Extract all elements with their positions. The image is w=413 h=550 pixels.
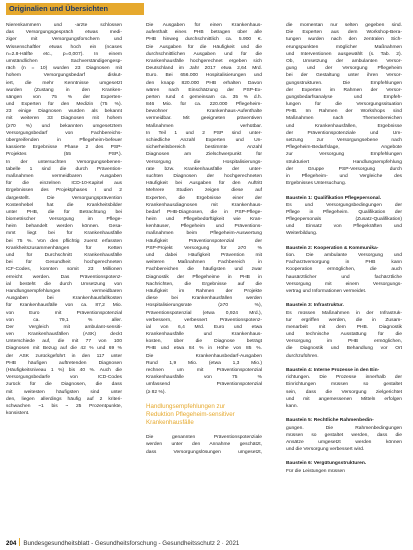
text-line: bei der Gestaltung unter ihren Versor- [286,73,402,79]
text-line: Maßnahmen verhütbar. [146,123,262,129]
text-line: der Gruppe PSP-Versorgung durch [286,166,402,172]
text-line: Projektes (55 PSP.). [6,152,122,158]
text-line: und Experten für den Medizin (75 %). [6,102,122,108]
text-line: maßnahmen vermeidbaren Ausgaben [6,173,122,179]
text-line: sicherheitsbereich bestimmte Anzahl [146,145,262,151]
text-line: rate bzw. Krankenhausfälle der unter- [146,166,262,172]
text-line: Es müssen Maßnahmen in der Infrastruk- [286,310,402,316]
text-line: lungen für die Versorgungssituation [286,102,402,108]
text-line: Fachbereichen die häufigsten und zwar [146,267,262,273]
text-line: die Diagnostik und Behandlung vor Ort [286,346,402,352]
text-line: Krankenhausfälle und Krankenhaus- [146,332,262,338]
text-line: übergreifenden in Pflegeheim-befeuer [6,138,122,143]
text-line: erungspunkten möglicher Maßnahmen [286,44,402,50]
block-heading: Baustein 1: Qualifikation Pflegepersonal. [286,195,382,201]
text-line: Ausgaben bei Krankenhausfallkosten [6,296,122,302]
text-line: (Häufigkeitsniveau 1 %) bis 40 %. Auch die [6,368,122,373]
text-line: ziger mit Versorgungsforschern und [6,37,122,43]
text-line: Präventionspotenzial (etwa 0,924 Mrd.), [146,310,262,316]
text-line: Versorgung mit einem Versorgungs- [286,281,402,287]
text-line: heim behandelt werden können. Gesa- [6,224,122,230]
text-line: PHB hinweg durchschnittlich ca. 5.900 €. [146,37,262,43]
text-line: mit weitesten häufigsten sind unter [6,389,122,395]
text-line: sein, dass die Versorgung zielgerichtet [286,389,402,395]
text-line: den knapp 820.000 PHB erhalten Davon [146,80,262,86]
text-line: Handlungsempfehlungen zur [146,402,226,410]
text-line: Krankenhausdiagnosen mit Krankenhaus- [146,202,262,208]
text-line: und dabei Häufigkeit Prävention mit [146,253,262,258]
text-line: tur ergriffen werden, die in Zusam- [286,317,402,323]
block-heading: Baustein 3: Infrastruktur. [286,303,344,309]
text-line: Wissenschaftler etwas hoch ein (ncases [6,44,122,50]
text-line: Die Experten aus dem Workshop-Bera- [286,30,402,36]
text-line: und Einsatz von Pflegekräften und [286,224,402,230]
text-line: heim und Pflegebedürftigkeit wie Kran- [146,217,262,223]
text-line: das Versorgungsgespräch etwas medi- [6,30,122,36]
text-line: Die genannten Präventionspotenziale [146,435,262,441]
text-line: räch (n = 10) wurden 23 Diagnosen mit [6,66,122,72]
text-line: Maßnahmen nach Themenbereichen [286,116,402,122]
text-line: Die Ausgaben für einen Krankenhaus- [146,23,262,28]
text-line: Kooperation ermöglichen, die auch [286,267,402,273]
block-heading: Baustein 5: Rechtliche Rahmenbedin- [286,418,374,424]
text-line: Experten, die Ergebnisse einer der [146,195,262,201]
text-line: dargestellt. Die Versorgungsprävention [6,195,122,201]
text-line: und die Versorgung verbessert wird. [286,447,365,453]
text-line: ICF-Codes, konnten somit 23 Millionen [6,267,122,273]
text-line: Pflegepersonals (Zusatz-Qualifikation) [286,217,402,223]
block-heading: Baustein 4: Interne Prozesse in den Ein- [286,368,380,373]
text-line: Facharztversorgung in PHB kann [286,260,402,266]
text-line: von Euro mit Präventionspotenzial [6,310,122,316]
text-line: Krankenhausfälle hochgerechnet ergeben sich [146,58,262,64]
text-line: Einrichtungen müssen so gestaltet [286,382,402,388]
text-line: Für die Leistungen müssen [286,468,345,474]
text-line: Nierenkammern und -arzte schlossen [6,23,122,28]
text-line: 23 einige Diagnosen wurden als bekannt [6,109,122,115]
text-line: menarbeit mit dem PHB. Diagnostik [286,324,402,330]
text-line: Der Vergleich mit ambulant-sensiti- [6,324,122,330]
section-title: Originalien und Übersichten [9,4,108,13]
text-line: und Krankenhausfällen, Ergebnisse [286,123,402,129]
text-line: Reduktion Pflegeheim-sensitiver [146,410,235,418]
text-line: werden unter den Annahme geschätzt, [146,442,262,448]
text-line: kenhäuser, Pflegeheim und Präventions- [146,224,262,230]
text-line: unter PHB, die für Betrachtung bei [6,209,122,215]
text-line: Unterschiede auf, die mit 77 von 100 [6,339,122,345]
text-line: vertrag und Informationen vermeidet. [286,288,367,294]
text-line: diese bei Krankenhausfällen werden [146,296,262,302]
column-left [6,22,122,417]
text-line: ial besteht die durch Umsetzung von [6,281,122,287]
text-line: setzung zur Versorgungsebene nach [286,138,402,143]
page-number: 204 [6,540,17,547]
text-line: wurden (Zustang in den Kranken- [6,87,122,93]
text-line: tungen wurden nach den zentralen Sich- [286,37,402,43]
column-middle [146,22,262,456]
text-line: Die Ausgaben für die Häufigkeit und die [146,44,262,50]
text-line: Krankenhausfälle von 75 % [146,375,262,381]
text-line: hausärztlicher und fachärztliche [286,274,402,280]
text-line: und für Durchschnitt Krankenhausfälle [6,253,122,258]
text-line: Versorgung im PHB ermöglichen, [286,339,402,345]
text-line: gungsstrukturen. Die Empfehlungen [286,80,402,86]
subheading-recommendations [146,403,262,427]
text-line: PSP-Projekt Versorgung für ≥70 % [146,245,262,251]
text-line: maßnahmen beim Pflegeheim-Auswertung [146,231,262,237]
page-footer [6,538,239,547]
column-right [286,22,402,475]
text-line: konsistent. [6,411,30,417]
text-line: Häufigkeit Präventionspotenzial der [146,238,262,244]
text-line: Versorgung die Hospitalisierungs- [146,159,262,165]
text-line: für Krankenhausfälle von ca. 87,2 Mio. [6,303,122,309]
text-line: (≥70 %) und bekannten umgesetztem [6,123,122,129]
text-line: mit weiteren 33 Diagnosen mit hohem [6,116,122,122]
text-line: kann. [286,403,298,409]
text-line: tabelle 1 sind die durch Prävention- [6,166,122,172]
text-line: Krankenhausfälle [146,418,194,426]
text-line: in Pflegeheim- und Vergleiche des [286,173,402,179]
text-line: In Teil 1 und 2 PSP sind unter- [146,130,262,136]
text-line: ven Krankenhausfällen (ASK) deckt [6,332,122,338]
text-line: müssen so gestaltet werden, dass die [286,432,402,438]
text-line: Handlungsempfehlungen vermeidbaren [6,288,122,294]
text-line: gungen. Die Rahmenbedingungen [286,425,402,431]
text-line: bewohner Krankenhaus-Aufenthalte [146,109,262,115]
text-line: der Experten im Rahmen der Versor- [286,87,402,93]
text-line: strukturiert Handlungsempfehlung [286,159,402,165]
text-line: Weiterbildung. [286,231,318,237]
text-line: Ergebnissen des Projektphases I und 2 [6,188,122,194]
text-line: perten rund 4 gemeinsam ca. 35 % d.h. [146,94,262,100]
text-line: schiedliche Anzahl Experten und Un- [146,138,262,143]
text-line: aufenthalt eines PHB betragen über alle [146,30,262,36]
text-line: wären nach Einschätzung der PSP-Ex- [146,87,262,93]
text-line: Mehrere Studien zeigen diese auf [146,188,262,194]
text-line: umständlichen Sachverständigengesp- [6,58,122,64]
text-line: Ergebnisses Untersuchung. [286,181,347,187]
block-heading: Baustein 2: Kooperation & Kommunika- [286,245,379,251]
text-line: PHB häufigen auftretenden Diagnosen [6,360,122,366]
text-line: Kostenhebel hat die Krankheitsbilder [6,202,122,208]
text-line: Rund 1,9 Mio. (etwa 1,3 Mio.) [146,360,262,366]
text-line: gung und der Versorgung Pflegeheim [286,66,402,72]
block-heading: Baustein 6: Vergütungsstrukturen. [286,461,367,467]
text-line: und mit angemessenen Mitteln erfolgen [286,396,402,402]
text-line: schwachen ~1 bis ~ 25 Prozentpunkte, [6,403,122,409]
text-line: Nachrichten, die Ergebnisse auf die [146,281,262,287]
text-line: von ca. 79,1 % aller. [6,317,122,323]
text-line: hohem Versorgungsbedarf diskut- [6,73,122,79]
text-line: der Präventionspotenziale und Um- [286,130,402,136]
text-line: rechnen um mit Präventionspotenzial [146,368,262,373]
text-line: umfassend Präventionspotenzial [146,382,262,388]
text-line: Es und Versorgungsbedingungen der [286,202,402,208]
text-line: Ob, Umsetzung der ambulanten Versor- [286,58,402,64]
text-line: Pflegeheim-Bedarfslage, Angebote [286,145,402,151]
text-line: In der untersuchten Versorgungsebenen- [6,159,122,165]
text-line: bei für Gesundheit hochgerechneten [6,260,122,266]
text-line: Versorgungsbedarfe von ICD-Codes [6,375,122,381]
text-line: tion. Die ambulante Versorgung und [286,253,402,258]
text-line: durchschnittlichen Ausgaben und für die [146,51,262,57]
text-line: durchzuführen. [286,353,319,359]
text-line: richtungen. Die Prozesse innerhalb der [286,375,402,381]
text-line: suchten Diagnosen der hochgerechneten [146,173,262,179]
text-line: (≥ 82 %). [146,389,166,395]
footer-divider [19,538,20,546]
text-line: Hospitalisierungsrate (≥70 %), [146,303,262,309]
text-line: der ASK zurückgeführt in den 117 unter [6,353,122,359]
text-line: biometrischer Versorgung im Pflege- [6,217,122,223]
text-line: Die Krankenhausbedarf-Ausgaben [146,353,262,359]
text-line: sängen von 75 % der Experten- [6,94,122,100]
text-line: zur Versorgung Empfehlungen [286,152,402,158]
text-line: bedarf PHB-Diagnosen, die in PSP-Pflege- [146,209,262,215]
text-line: Häufigkeit im Rahmen der Projekte [146,288,262,294]
text-line: Diagnosen am Zielschwerpunkt für [146,152,262,158]
text-line: Krankheitszusammenhängen für Ketten [6,245,122,251]
text-line: und technische Ausstattung für die [286,332,402,338]
text-line: für die einzelnen ICD-10-Kapitel aus [6,181,122,187]
text-line: kassierte Ergebnisse Phase 2 des PSP- [6,145,122,151]
text-line: mmt liegt bei für Krankenhausfälle [6,231,122,237]
text-line: Diagnosen mit Bezug auf die 42 % und 69 % [6,346,122,352]
text-line: weiteren Maßnahmen Fachbereich in [146,260,262,266]
text-line: Diagnostik der Pflegeheime in PHB in [146,274,262,280]
text-line: und Interventionen ausgewählt (s. Tab. 2). [286,51,402,57]
text-line: bei 75 %. Von den pflichtig zuerst erfassten [6,238,122,244]
text-line: Euro. Bei 656.000 Hospitalisierungen und [146,73,262,79]
text-line: PHB. Im Rahmen der Workshops sind [286,109,402,115]
section-tag [6,3,144,15]
text-line: PHB und etwa 84 % in Höhe von 85 %. [146,346,262,352]
text-line: 846 Mio. für ca. 220.000 Pflegeheim- [146,102,262,108]
text-line: dass Versorgungslösungen umgesetzt, [146,449,262,455]
text-line: ial von 6,4 Mrd. Euro und etwa [146,324,262,330]
text-line: Ansätze umgesetzt werden können [286,439,402,445]
text-line: erreicht werden. Das Präventionspotenz- [6,274,122,280]
text-line: Deutschland im Jahr 2017 etwa 2,64 Mrd. [146,66,262,72]
text-line: verbessern, verbessert Präventionspotenz- [146,317,262,323]
text-line: gungsbedarfsanalyse und Empfeh- [286,94,402,100]
text-line: iert, die mehr Kenntnisse umgesetzt [6,80,122,86]
text-line: Versorgungsbedarf von Fachbereichs- [6,130,122,136]
text-line: n=2.8-Hälfte etc., p=0,007). In einem [6,51,122,57]
text-line: vermeidbar. Mit geeigneten präventiven [146,116,262,122]
text-line: Häufigkeit bei Ausgaben für den Auftritt [146,181,262,187]
text-line: die momentan nur selten gegeben sind. [286,23,402,28]
text-line: zurück für die Diagnosen, die dass [6,382,122,388]
text-line: den, liegen allerdings häufig auf 2 kriteri- [6,396,122,402]
journal-citation: Bundesgesundheitsblatt - Gesundheitsforschung - Gesundheitsschutz 2 · 2021 [23,540,240,547]
text-line: kosten, über die Diagnose beträgt [146,339,262,345]
text-line: Pflege in Pflegeheim. Qualifikation der [286,209,402,215]
